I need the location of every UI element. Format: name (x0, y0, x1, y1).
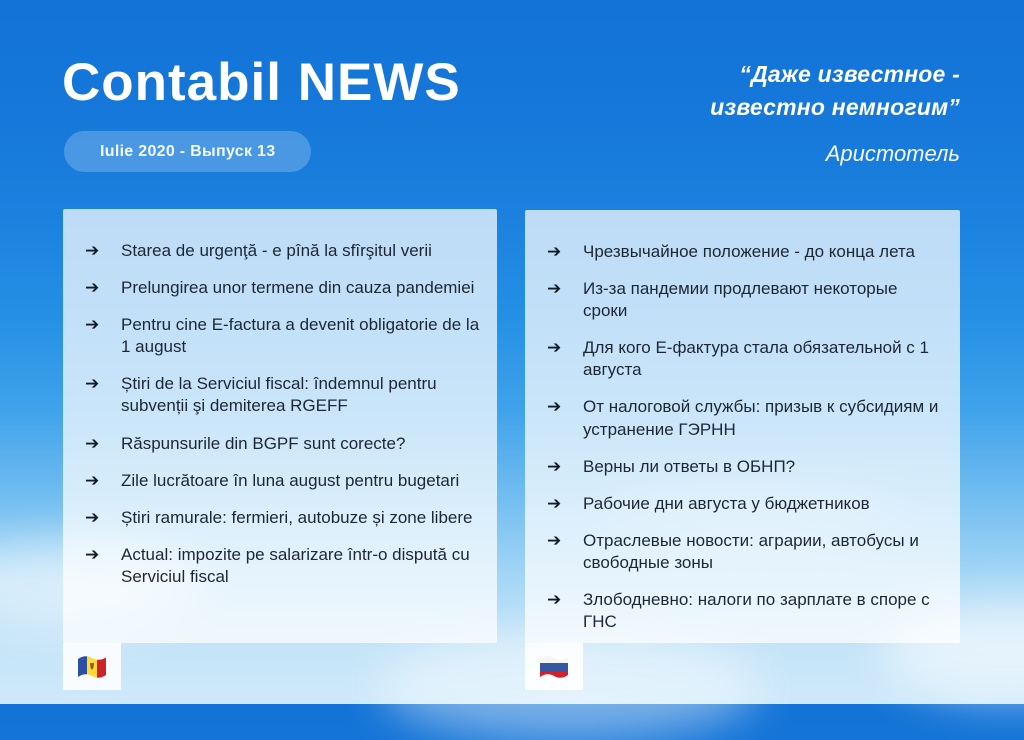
list-item-text: Злободневно: налоги по зарплате в споре с ГНС (583, 590, 930, 632)
list-item-text: Pentru cine E-factura a devenit obligatorie de la 1 august (121, 315, 480, 357)
list-item-text: Actual: impozite pe salarizare într-o dispută cu Serviciul fiscal (121, 544, 470, 586)
arrow-bullet-icon: ➔ (85, 470, 100, 491)
arrow-bullet-icon: ➔ (85, 433, 100, 454)
quote-author: Аристотель (825, 141, 960, 167)
list-item-text: Știri de la Serviciul fiscal: îndemnul pentru subvenții şi demiterea RGEFF (121, 374, 437, 416)
russian-topics-list (547, 241, 944, 633)
arrow-bullet-icon: ➔ (85, 507, 100, 528)
list-item (85, 240, 481, 262)
list-item-text: Для кого Е-фактура стала обязательной с 1 августа (583, 338, 929, 380)
list-item (547, 456, 944, 478)
russian-topics-panel (525, 210, 960, 643)
arrow-bullet-icon: ➔ (547, 456, 562, 477)
issue-badge (64, 131, 311, 172)
arrow-bullet-icon: ➔ (547, 397, 562, 418)
arrow-bullet-icon: ➔ (547, 242, 562, 262)
quote-text (540, 58, 960, 123)
list-item-text: Răspunsurile din BGPF sunt corecte? (121, 433, 406, 453)
list-item-text: Рабочие дни августа у бюджетников (583, 493, 870, 513)
moldova-flag-box (63, 643, 121, 690)
list-item-text: От налоговой службы: призыв к субсидиям и устранение ГЭРНН (583, 397, 939, 439)
list-item (85, 544, 481, 588)
list-item-text: Из-за пандемии продлевают некоторые сроки (583, 279, 898, 321)
arrow-bullet-icon: ➔ (85, 315, 100, 336)
list-item (85, 373, 481, 417)
list-item (547, 337, 944, 381)
list-item-text: Zile lucrătoare în luna august pentru bugetari (121, 470, 460, 490)
list-item (85, 470, 481, 492)
arrow-bullet-icon: ➔ (547, 279, 562, 300)
arrow-bullet-icon: ➔ (85, 241, 100, 261)
quote-line-1: “Даже известное - (739, 61, 960, 87)
list-item-text: Știri ramurale: fermieri, autobuze și zone libere (121, 507, 473, 527)
list-item-text: Чрезвычайное положение - до конца лета (583, 242, 916, 261)
quote-line-2: известно немногим” (710, 93, 960, 120)
list-item-text: Верны ли ответы в ОБНП? (583, 456, 796, 476)
quote-block (540, 58, 960, 167)
arrow-bullet-icon: ➔ (547, 493, 562, 514)
list-item-text: Prelungirea unor termene din cauza pandemiei (121, 278, 475, 298)
list-item (547, 278, 944, 322)
list-item (547, 241, 944, 263)
list-item (85, 277, 481, 299)
list-item (85, 314, 481, 358)
russia-flag-box (525, 643, 583, 690)
newsletter-title: Contabil NEWS (62, 53, 461, 112)
issue-badge-label: Iulie 2020 - Выпуск 13 (100, 142, 276, 160)
arrow-bullet-icon: ➔ (547, 338, 562, 359)
russia-flag-icon (538, 654, 570, 680)
arrow-bullet-icon: ➔ (85, 278, 100, 299)
arrow-bullet-icon: ➔ (85, 544, 100, 565)
list-item (85, 433, 481, 455)
list-item (85, 507, 481, 529)
arrow-bullet-icon: ➔ (547, 530, 562, 551)
list-item-text: Starea de urgenţă - e pînă la sfîrşitul verii (121, 241, 432, 260)
list-item (547, 530, 944, 574)
romanian-topics-panel (63, 209, 497, 643)
list-item (547, 396, 944, 440)
list-item (547, 589, 944, 633)
moldova-flag-icon (76, 654, 108, 680)
romanian-topics-list (85, 240, 481, 588)
list-item (547, 493, 944, 515)
arrow-bullet-icon: ➔ (547, 590, 562, 611)
list-item-text: Отраслевые новости: аграрии, автобусы и свободные зоны (583, 530, 919, 572)
arrow-bullet-icon: ➔ (85, 374, 100, 395)
